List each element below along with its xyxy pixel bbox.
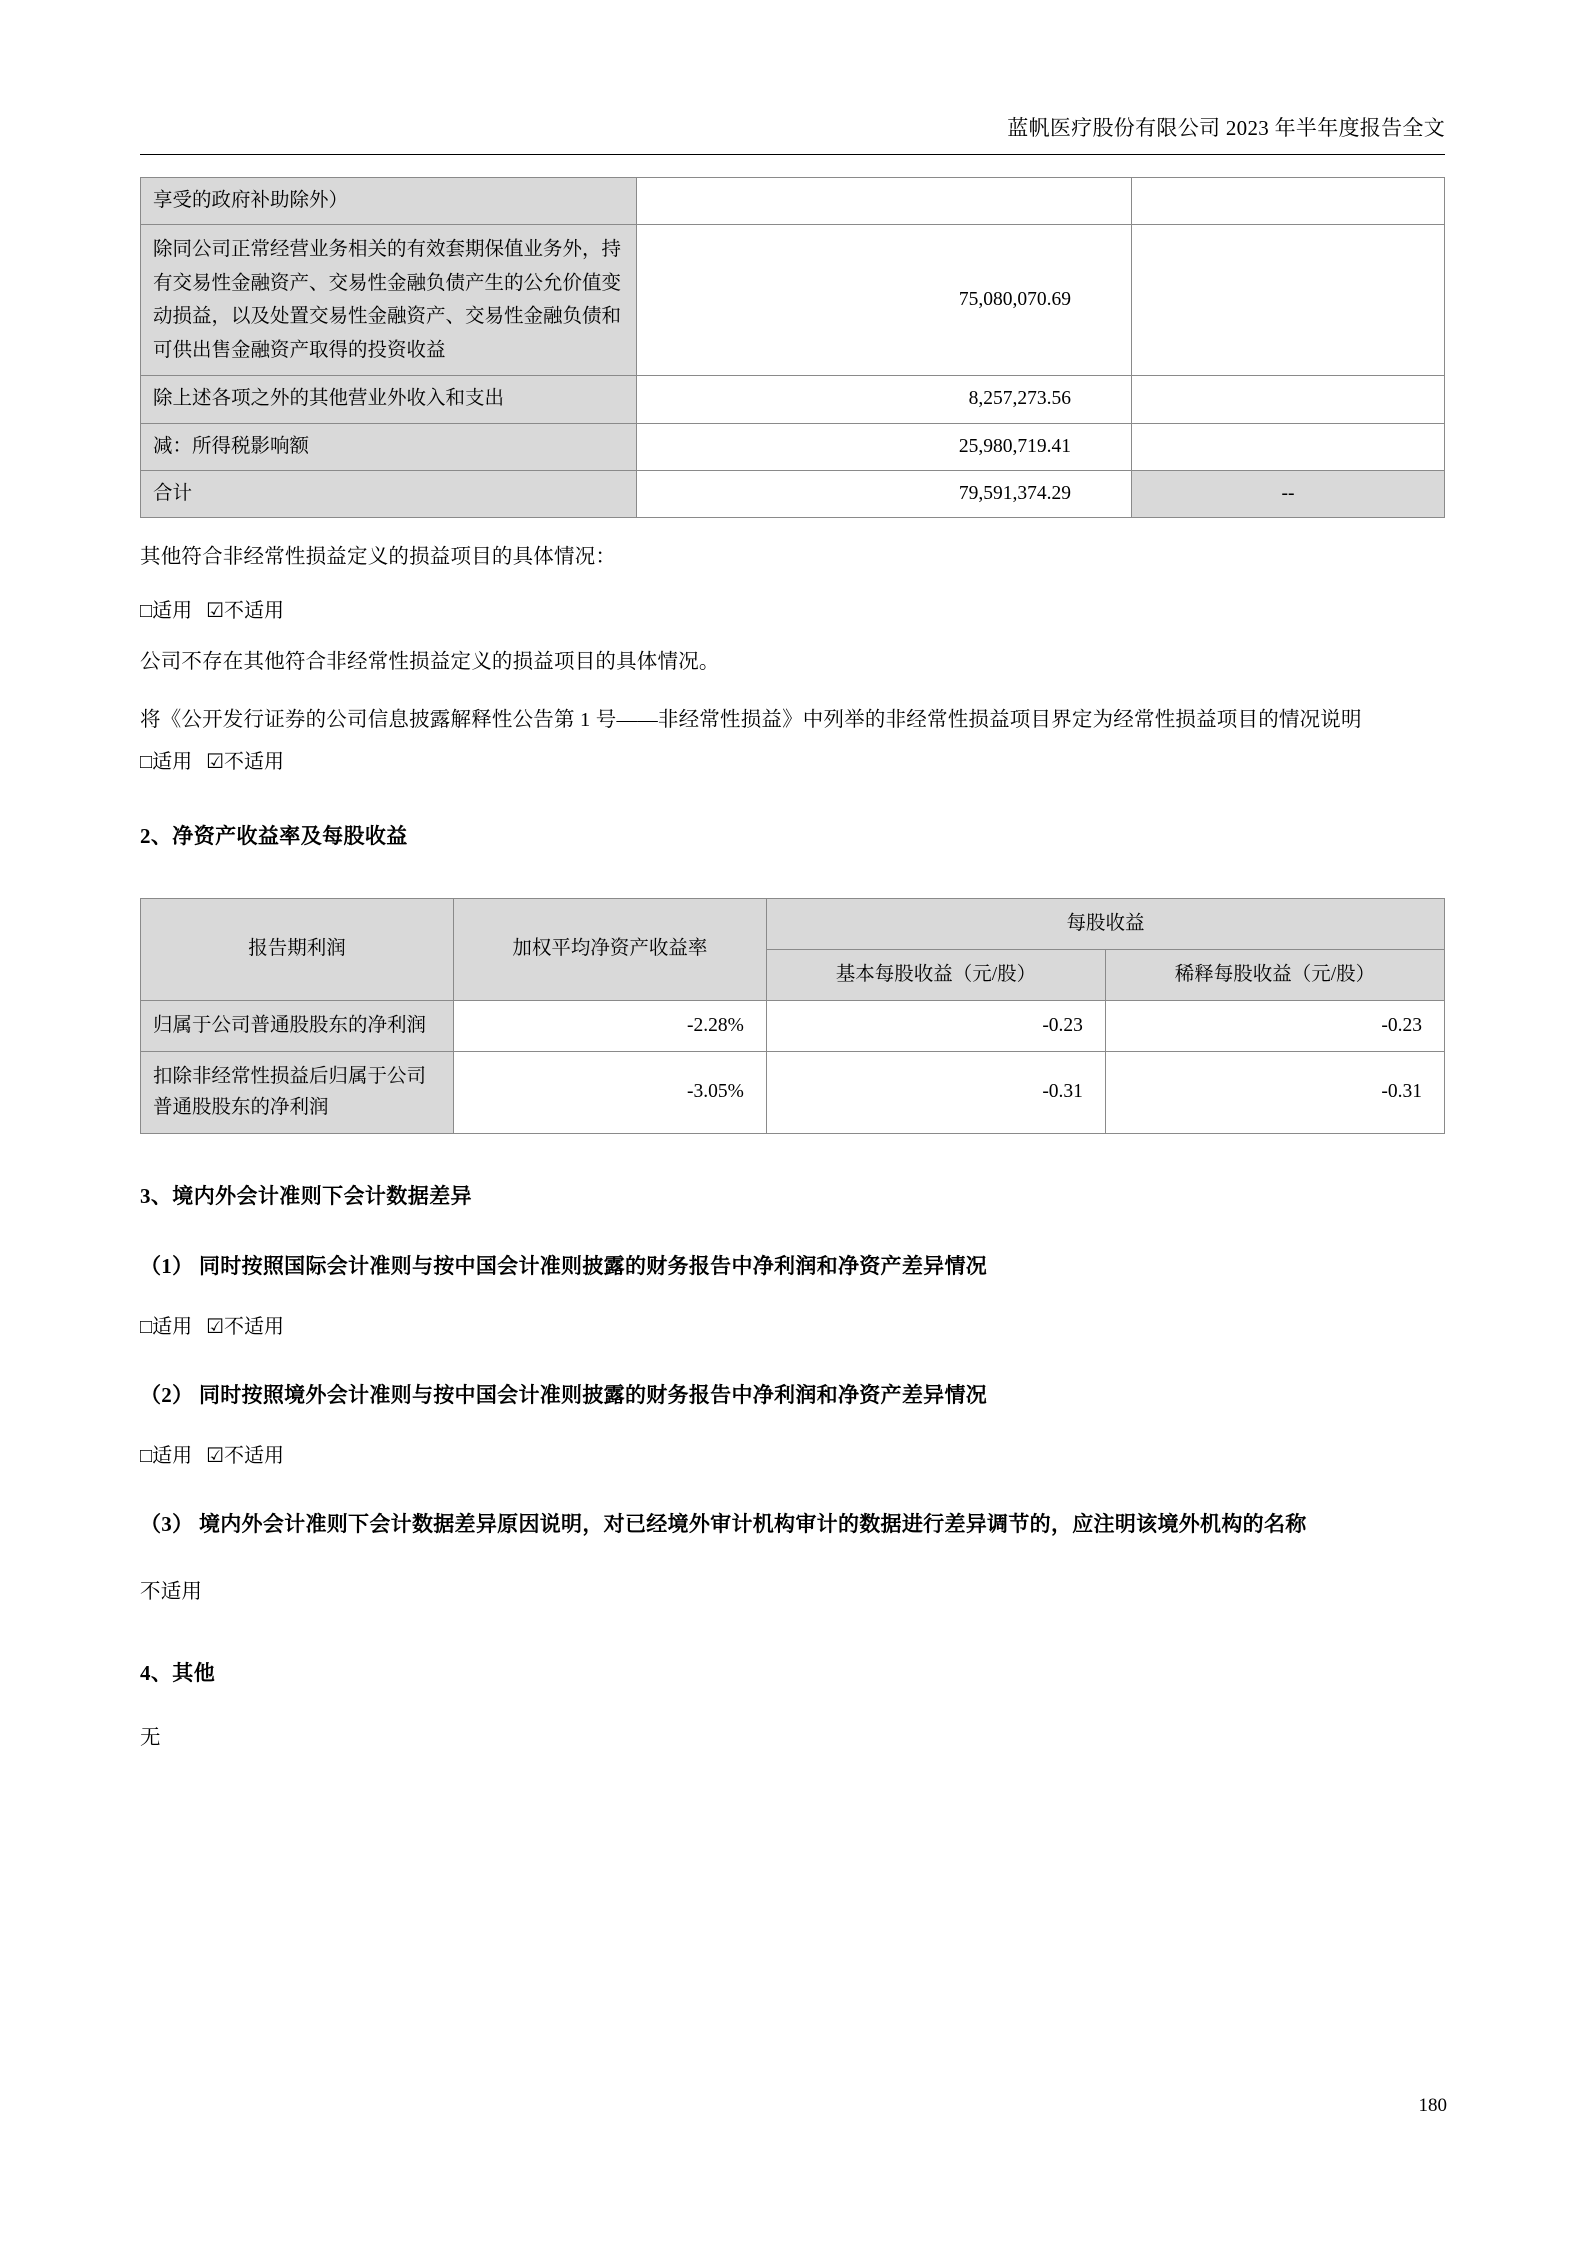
page-number: 180	[1418, 2095, 1447, 2116]
paragraph-none: 无	[140, 1727, 161, 1750]
section-title-2: 2、净资产收益率及每股收益	[140, 823, 408, 848]
header-title: 蓝帆医疗股份有限公司 2023 年半年度报告全文	[1007, 116, 1445, 140]
row-diluted-eps: -0.31	[1105, 1052, 1444, 1133]
row-value: 75,080,070.69	[636, 225, 1132, 376]
table-header-row	[141, 898, 1445, 949]
paragraph-not-applicable: 不适用	[140, 1581, 203, 1604]
checkbox-line-4	[140, 1439, 1445, 1468]
roe-eps-table	[140, 898, 1445, 1134]
table-row	[141, 423, 1445, 470]
checkbox-line-2	[140, 745, 1445, 774]
row-value	[636, 178, 1132, 225]
header-eps-group: 每股收益	[766, 898, 1444, 949]
non-recurring-items-table	[140, 177, 1445, 518]
checkbox-applicable[interactable]: □适用	[140, 1444, 193, 1467]
page-header	[140, 0, 1445, 142]
row-note: --	[1132, 470, 1445, 517]
row-label: 除同公司正常经营业务相关的有效套期保值业务外，持有交易性金融资产、交易性金融负债产生的公允价值变动损益，以及处置交易性金融资产、交易性金融负债和可供出售金融资产取得的投资收益	[141, 225, 637, 376]
checkbox-not-applicable[interactable]: ☑不适用	[206, 1444, 285, 1467]
row-basic-eps: -0.23	[766, 1001, 1105, 1052]
checkbox-applicable[interactable]: □适用	[140, 750, 193, 773]
row-label: 除上述各项之外的其他营业外收入和支出	[141, 376, 637, 423]
row-note	[1132, 178, 1445, 225]
row-value: 8,257,273.56	[636, 376, 1132, 423]
checkbox-line-3	[140, 1310, 1445, 1339]
header-weighted-roe: 加权平均净资产收益率	[453, 898, 766, 1000]
checkbox-applicable[interactable]: □适用	[140, 1315, 193, 1338]
table-row	[141, 225, 1445, 376]
row-roe: -3.05%	[453, 1052, 766, 1133]
paragraph-other-items-intro: 其他符合非经常性损益定义的损益项目的具体情况：	[140, 546, 617, 568]
subsection-title-2: （2） 同时按照境外会计准则与按中国会计准则披露的财务报告中净利润和净资产差异情况	[140, 1382, 988, 1407]
table-row	[141, 1052, 1445, 1133]
page-content	[140, 0, 1445, 1757]
row-note	[1132, 376, 1445, 423]
row-label: 享受的政府补助除外）	[141, 178, 637, 225]
section-title-3: 3、境内外会计准则下会计数据差异	[140, 1183, 472, 1208]
row-label: 归属于公司普通股股东的净利润	[141, 1001, 454, 1052]
table-row	[141, 470, 1445, 517]
row-label: 合计	[141, 470, 637, 517]
checkbox-not-applicable[interactable]: ☑不适用	[206, 1315, 285, 1338]
table-row	[141, 1001, 1445, 1052]
row-value: 25,980,719.41	[636, 423, 1132, 470]
section-title-4: 4、其他	[140, 1661, 216, 1686]
header-diluted-eps: 稀释每股收益（元/股）	[1105, 949, 1444, 1000]
row-basic-eps: -0.31	[766, 1052, 1105, 1133]
paragraph-no-other-items: 公司不存在其他符合非经常性损益定义的损益项目的具体情况。	[140, 650, 720, 673]
row-label: 扣除非经常性损益后归属于公司普通股股东的净利润	[141, 1052, 454, 1133]
header-divider	[140, 154, 1445, 155]
row-note	[1132, 225, 1445, 376]
row-roe: -2.28%	[453, 1001, 766, 1052]
subsection-title-3: （3） 境内外会计准则下会计数据差异原因说明，对已经境外审计机构审计的数据进行差异调节的，应注明该境外机构的名称	[140, 1511, 1307, 1536]
checkbox-line-1	[140, 594, 1445, 623]
row-note	[1132, 423, 1445, 470]
header-profit-period: 报告期利润	[141, 898, 454, 1000]
row-diluted-eps: -0.23	[1105, 1001, 1444, 1052]
subsection-title-1: （1） 同时按照国际会计准则与按中国会计准则披露的财务报告中净利润和净资产差异情况	[140, 1253, 988, 1278]
header-basic-eps: 基本每股收益（元/股）	[766, 949, 1105, 1000]
checkbox-not-applicable[interactable]: ☑不适用	[206, 599, 285, 622]
checkbox-not-applicable[interactable]: ☑不适用	[206, 750, 285, 773]
table-row	[141, 178, 1445, 225]
table-row	[141, 376, 1445, 423]
row-value: 79,591,374.29	[636, 470, 1132, 517]
checkbox-applicable[interactable]: □适用	[140, 599, 193, 622]
row-label: 减：所得税影响额	[141, 423, 637, 470]
paragraph-recurring-definition: 将《公开发行证券的公司信息披露解释性公告第 1 号——非经常性损益》中列举的非经常性损益项目界定为经常性损益项目的情况说明	[140, 708, 1362, 731]
